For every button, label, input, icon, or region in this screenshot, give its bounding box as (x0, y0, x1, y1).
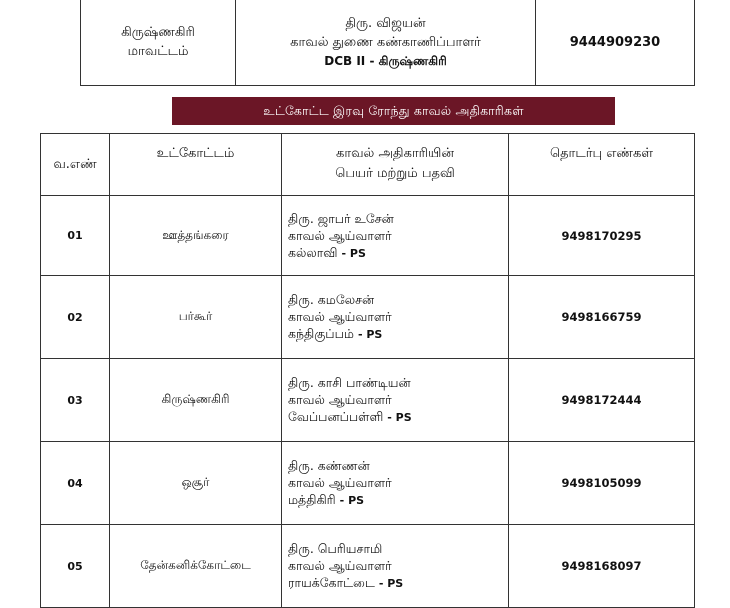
subdivision-cell: கிருஷ்ணகிரி (110, 359, 282, 442)
table-row (41, 359, 695, 442)
ps-suffix: - PS (341, 246, 366, 260)
table-row (41, 276, 695, 359)
station-name: ராயக்கோட்டை (288, 575, 375, 590)
officer-cell (282, 276, 509, 359)
subdivision-cell: ஒசூர் (110, 442, 282, 525)
serial-cell: 01 (41, 196, 110, 276)
table-row (41, 525, 695, 608)
header-serial: வ.எண் (41, 134, 110, 196)
station-name: மத்திகிரி (288, 492, 336, 507)
officer-cell (282, 442, 509, 525)
officer-unit: DCB II - கிருஷ்ணகிரி (324, 53, 447, 68)
officer-station (288, 491, 508, 509)
officer-name: திரு. காசி பாண்டியன் (288, 375, 411, 390)
phone-cell: 9498168097 (509, 525, 695, 608)
phone-cell: 9498170295 (509, 196, 695, 276)
station-name: வேப்பனப்பள்ளி (288, 409, 384, 424)
subdivision-cell: ஊத்தங்கரை (110, 196, 282, 276)
officer-station (288, 574, 508, 592)
phone-cell: 9498172444 (509, 359, 695, 442)
ps-suffix: - PS (387, 411, 412, 424)
officer-cell (282, 359, 509, 442)
table-header-row (41, 134, 695, 196)
header-officer-line1: காவல் அதிகாரியின் (336, 146, 454, 161)
officer-designation: காவல் ஆய்வாளர் (288, 309, 392, 324)
serial-cell: 03 (41, 359, 110, 442)
officer-name: திரு. கமலேசன் (288, 292, 375, 307)
officer-cell (282, 196, 509, 276)
header-subdivision: உட்கோட்டம் (110, 134, 282, 196)
header-contact: தொடர்பு எண்கள் (509, 134, 695, 196)
phone-cell: 9444909230 (536, 0, 695, 86)
header-officer-line2: பெயர் மற்றும் பதவி (335, 166, 455, 181)
district-officer-table (80, 0, 695, 86)
section-banner: உட்கோட்ட இரவு ரோந்து காவல் அதிகாரிகள் (172, 97, 615, 125)
officer-designation: காவல் ஆய்வாளர் (288, 558, 392, 573)
ps-suffix: - PS (378, 577, 404, 590)
station-name: கந்திகுப்பம் (288, 326, 354, 341)
officer-station (288, 408, 508, 426)
officer-designation: காவல் துணை கண்காணிப்பாளர் (290, 34, 481, 50)
officer-designation: காவல் ஆய்வாளர் (288, 392, 392, 407)
district-officer-row (81, 0, 695, 86)
district-label: மாவட்டம் (127, 44, 189, 59)
officer-cell (282, 525, 509, 608)
phone-cell: 9498105099 (509, 442, 695, 525)
officer-name: திரு. விஜயன் (345, 15, 426, 31)
ps-suffix: - PS (357, 328, 383, 341)
officer-cell (236, 0, 536, 86)
phone-cell: 9498166759 (509, 276, 695, 359)
officer-name: திரு. ஜாபர் உசேன் (288, 210, 394, 226)
officer-name: திரு. பெரியசாமி (288, 541, 383, 556)
patrol-officers-table (40, 133, 695, 608)
header-officer (282, 134, 509, 196)
district-name: கிருஷ்ணகிரி (121, 25, 195, 40)
ps-suffix: - PS (339, 494, 365, 507)
subdivision-cell: தேன்கனிக்கோட்டை (110, 525, 282, 608)
officer-designation: காவல் ஆய்வாளர் (288, 475, 392, 490)
serial-cell: 05 (41, 525, 110, 608)
table-row (41, 442, 695, 525)
serial-cell: 04 (41, 442, 110, 525)
officer-name: திரு. கண்ணன் (288, 458, 370, 473)
officer-station (288, 244, 508, 262)
subdivision-cell: பர்கூர் (110, 276, 282, 359)
serial-cell: 02 (41, 276, 110, 359)
table-row (41, 196, 695, 276)
district-cell (81, 0, 236, 86)
officer-designation: காவல் ஆய்வாளர் (288, 227, 392, 243)
station-name: கல்லாவி (288, 244, 338, 260)
officer-station (288, 325, 508, 343)
